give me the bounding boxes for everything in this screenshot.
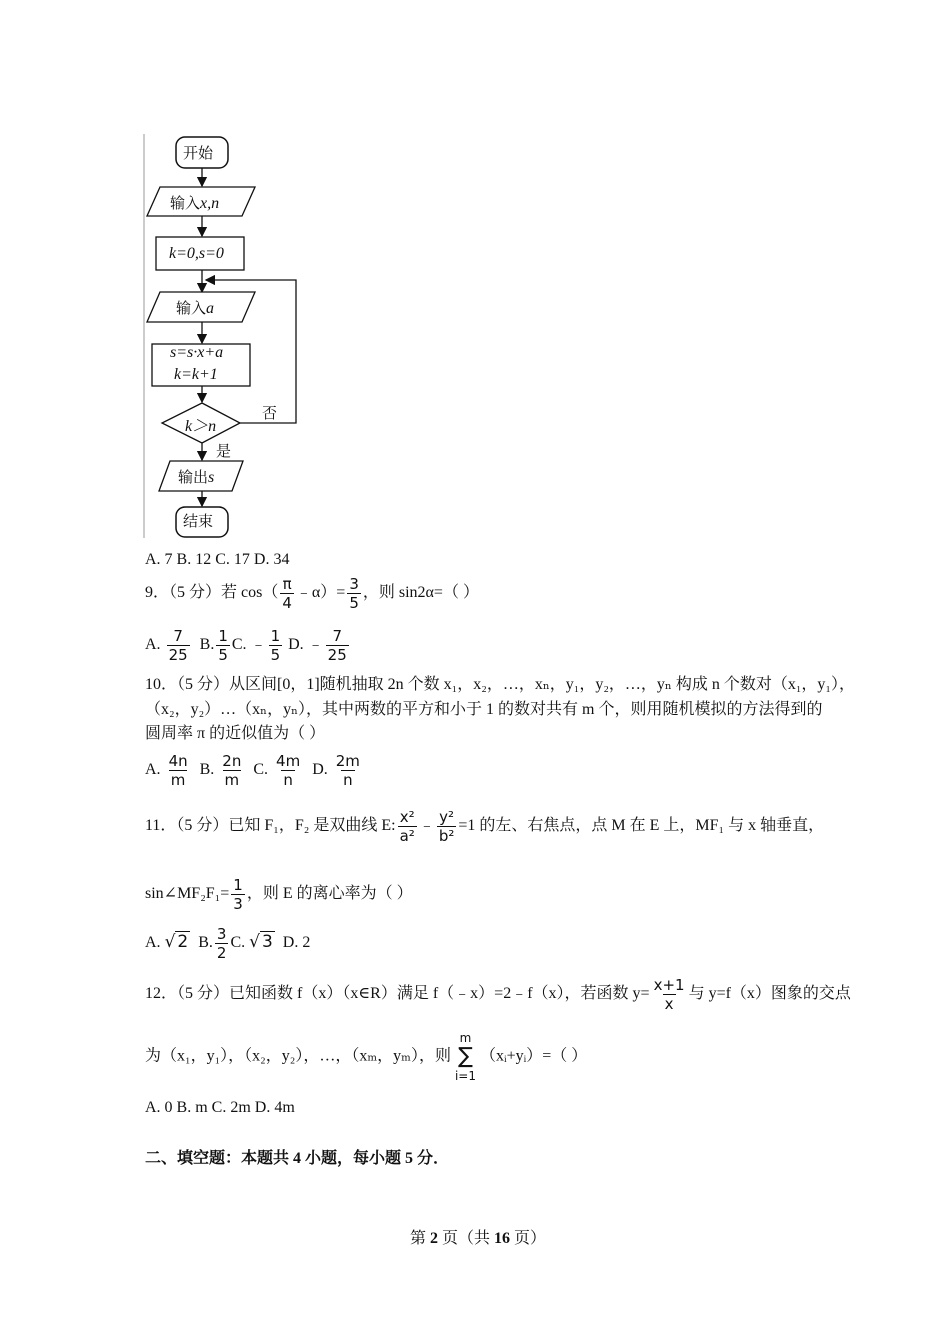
flowchart — [140, 130, 320, 542]
flow-no-label: 否 — [262, 404, 278, 422]
flow-input-xn-label: 输入x,n — [170, 194, 220, 212]
q8-options: A. 7 B. 12 C. 17 D. 34 — [145, 551, 290, 568]
q9-stem: 9．（5 分）若 cos（ $\frac{\pi}{4}$ ﹣α）= $\frac{3}{5}$ ，则 sin2α=（ ） — [145, 575, 479, 612]
flow-init-label: k=0,s=0 — [169, 245, 224, 262]
flow-input-a-label: 输入a — [176, 299, 215, 317]
flow-start-label: 开始 — [183, 144, 214, 162]
flow-step2-label: k=k+1 — [174, 366, 218, 383]
q12-options: A. 0 B. m C. 2m D. 4m — [145, 1099, 295, 1116]
flow-end-label: 结束 — [183, 512, 214, 530]
section2-heading: 二、填空题：本题共 4 小题，每小题 5 分． — [145, 1150, 450, 1167]
flow-condition-label: k＞n — [185, 418, 217, 435]
page-footer: 第 2 页（共 16 页） — [410, 1230, 547, 1247]
q10-line3: 圆周率 π 的近似值为（ ） — [145, 725, 326, 742]
q9-options: A. $\frac{7}{25}$ B. $\frac{1}{5}$ C. ﹣ $\frac{1}{5}$ D. ﹣ $\frac{7}{25}$ — [145, 627, 347, 664]
q11-line2: sin∠MF₂F₁= $\frac{1}{3}$ ，则 E 的离心率为（ ） — [145, 876, 413, 913]
q11-stem: 11．（5 分）已知 F₁，F₂ 是双曲线 E: $\frac{\text{x²}}{\text{a²}}$ ﹣ $\frac{\text{y²}}{\text{b²}}$ =1 的左、右焦点，点 M 在 E 上，MF₁ 与 x 轴垂直， — [145, 808, 825, 845]
flow-step1-label: s=s·x+a — [170, 344, 224, 361]
q10-line1: 10．（5 分）从区间[0，1]随机抽取 2n 个数 x₁，x₂，…，xₙ，y₁，y₂，…，yₙ 构成 n 个数对（x₁，y₁）， — [145, 676, 855, 693]
flow-yes-label: 是 — [216, 442, 232, 460]
q11-options: A. √ 2 B. $\frac{3}{2}$ C. √ 3 D. 2 — [145, 925, 311, 962]
flow-output-label: 输出s — [178, 468, 215, 486]
q10-options: A. $\frac{4n}{m}$ B. $\frac{2n}{m}$ C. $\frac{4m}{n}$ D. $\frac{2m}{n}$ — [145, 752, 360, 789]
q12-line2: 为（x₁，y₁），（x₂，y₂），…，（xₘ，yₘ），则 m ∑ i=1 （xᵢ+yᵢ）=（ ） — [145, 1031, 588, 1083]
q12-stem: 12．（5 分）已知函数 f（x）（x∈R）满足 f（﹣x）=2﹣f（x），若函数 y= $\frac{x+1}{x}$ 与 y=f（x）图象的交点 — [145, 976, 851, 1013]
q10-line2: （x₂，y₂）…（xₙ，yₙ），其中两数的平方和小于 1 的数对共有 m 个，则用随机模拟的方法得到的 — [145, 701, 823, 718]
